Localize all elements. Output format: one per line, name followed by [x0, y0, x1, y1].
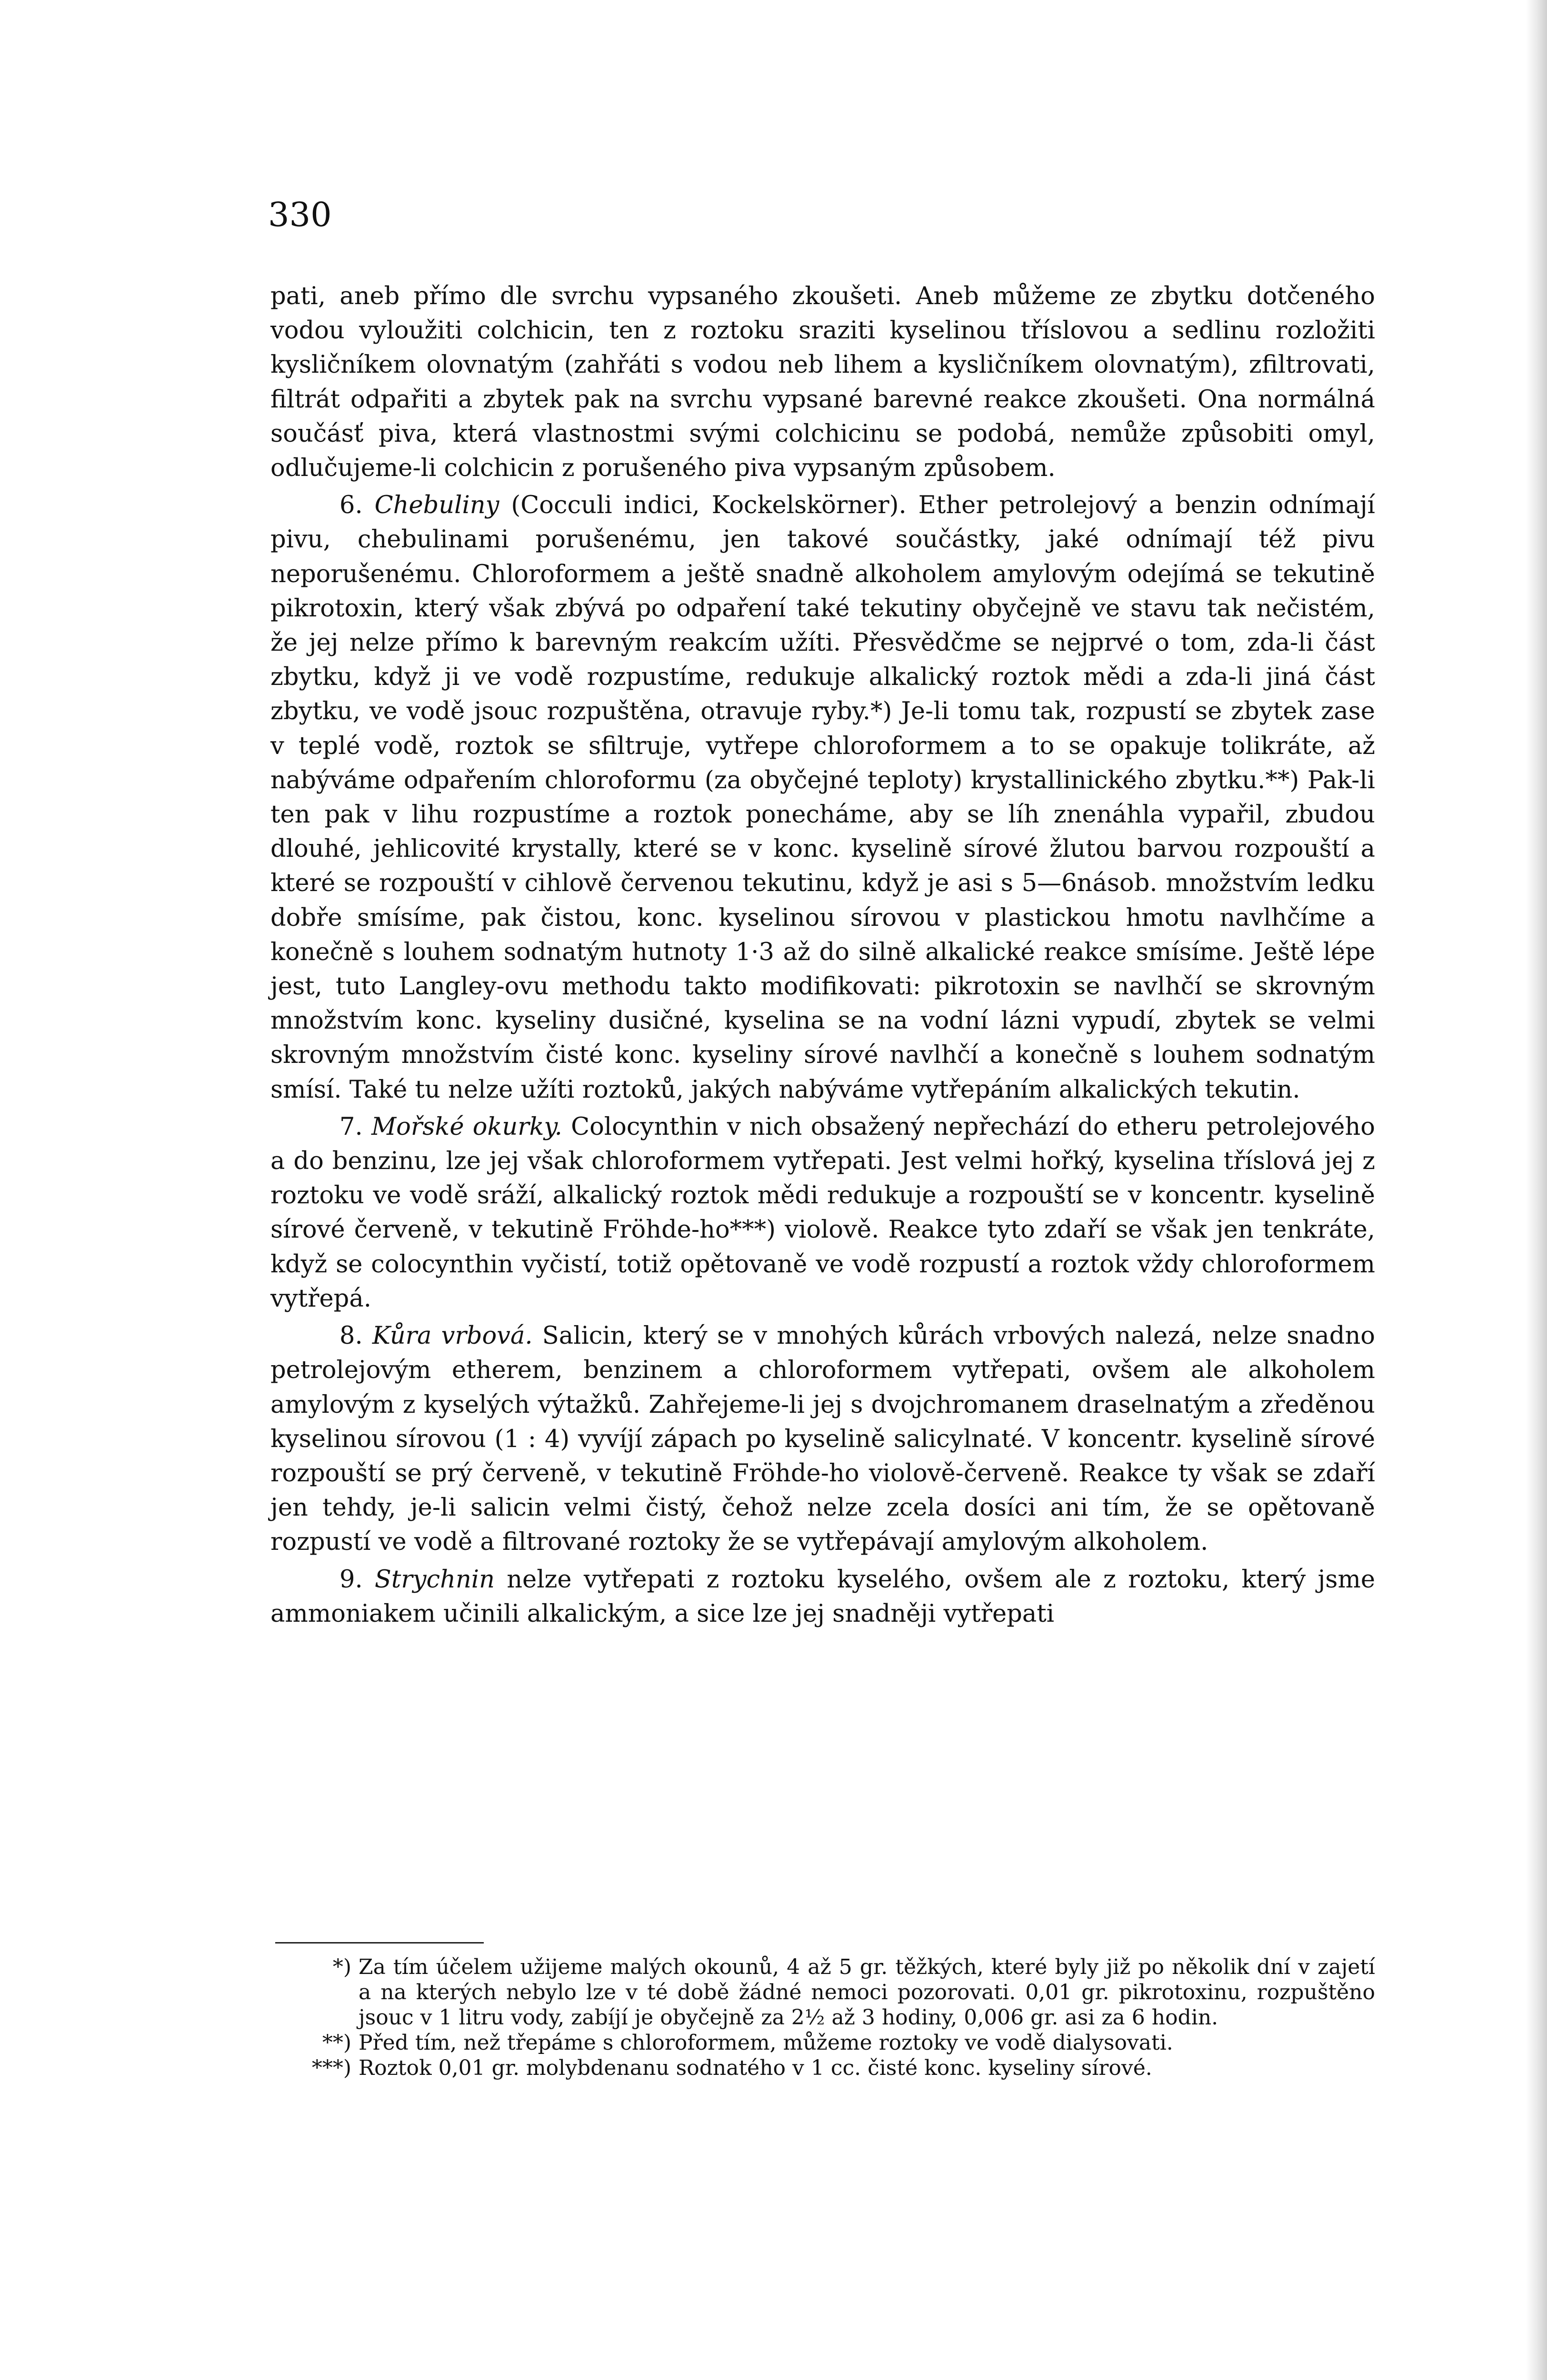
paragraph-continuation: [270, 279, 1375, 486]
section-title: Chebuliny: [374, 491, 511, 520]
paragraph-text: pati, aneb přímo dle svrchu vypsaného zkoušeti. Aneb můžeme ze zbytku dotčeného vodou vyloužiti colchicin, ten z roztoku sraziti kyselinou tříslovou a sedlinu rozložiti kysličníkem olovnatým (zahřáti s vodou neb lihem a kysličníkem olovnatým), zfiltrovati, filtrát odpařiti a zbytek pak na svrchu vypsané barevné reakce zkoušeti. Ona normálná součásť piva, která vlastnostmi svými colchicinu se podobá, nemůže způsobiti omyl, odlučujeme-li colchicin z porušeného piva vypsaným způsobem.: [270, 282, 1375, 483]
section-text: nelze vytřepati z roztoku kyselého, ovšem ale z roztoku, který jsme ammoniakem učinili alkalickým, a sice lze jej snadněji vytřepati: [270, 1565, 1375, 1628]
body-text: [270, 279, 1375, 1631]
section-title: Strychnin: [374, 1565, 507, 1594]
section-9-strychnin: [270, 1563, 1375, 1631]
section-6-chebuliny: [270, 488, 1375, 1107]
footnote-text: Za tím účelem užijeme malých okounů, 4 až 5 gr. těžkých, které byly již po několik dní v zajetí a na kterých nebylo lze v té době žádné nemoci pozorovati. 0,01 gr. pikrotoxinu, rozpuštěno jsouc v 1 litru vody, zabíjí je obyčejně za 2½ až 3 hodiny, 0,006 gr. asi za 6 hodin.: [359, 1955, 1375, 2030]
footnote-mark: **): [322, 2031, 351, 2055]
footnote: [275, 2055, 1375, 2081]
footnote-text: Roztok 0,01 gr. molybdenanu sodnatého v 1 cc. čisté konc. kyseliny sírové.: [359, 2056, 1152, 2080]
footnote: [275, 1954, 1375, 2030]
section-number: 8.: [339, 1322, 372, 1350]
footnote-mark: ***): [311, 2056, 351, 2080]
section-7-morske-okurky: [270, 1110, 1375, 1316]
footnote-mark: *): [332, 1955, 351, 1979]
section-number: 9.: [339, 1565, 375, 1594]
section-number: 6.: [339, 491, 375, 520]
footnote-divider: [275, 1942, 484, 1944]
section-number: 7.: [339, 1112, 371, 1141]
section-text: Salicin, který se v mnohých kůrách vrbových nalezá, nelze snadno petrolejovým etherem, benzinem a chloroformem vytřepati, ovšem ale alkoholem amylovým z kyselých výtažků. Zahřejeme-li jej s dvojchromanem draselnatým a zředěnou kyselinou sírovou (1 : 4) vyvíjí zápach po kyselině salicylnaté. V koncentr. kyselině sírové rozpouští se prý červeně, v tekutině Fröhde-ho violově-červeně. Reakce ty však se zdaří jen tehdy, je-li salicin velmi čistý, čehož nelze zcela dosíci ani tím, že se opětovaně rozpustí ve vodě a filtrované roztoky že se vytřepávají amylovým alkoholem.: [270, 1322, 1375, 1557]
footnote: [275, 2030, 1375, 2055]
section-text: (Cocculi indici, Kockelskörner). Ether petrolejový a benzin odnímají pivu, chebulinami porušenému, jen takové součástky, jaké odnímají též pivu neporušenému. Chloroformem a ještě snadně alkoholem amylovým odejímá se tekutině pikrotoxin, který však zbývá po odpaření také tekutiny obyčejně ve stavu tak nečistém, že jej nelze přímo k barevným reakcím užíti. Přesvědčme se nejprvé o tom, zda-li část zbytku, když ji ve vodě rozpustíme, redukuje alkalický roztok mědi a zda-li jiná část zbytku, ve vodě jsouc rozpuštěna, otravuje ryby.*) Je-li tomu tak, rozpustí se zbytek zase v teplé vodě, roztok se sfiltruje, vytřepe chloroformem a to se opakuje tolikráte, až nabýváme odpařením chloroformu (za obyčejné teploty) krystallinického zbytku.**) Pak-li ten pak v lihu rozpustíme a roztok ponecháme, aby se líh znenáhla vypařil, zbudou dlouhé, jehlicovité krystally, které se v konc. kyselině sírové žlutou barvou rozpouští a které se rozpouští v cihlově červenou tekutinu, když je asi s 5—6násob. množstvím ledku dobře smísíme, pak čistou, konc. kyselinou sírovou v plastickou hmotu navlhčíme a konečně s louhem sodnatým hutnoty 1·3 až do silně alkalické reakce smísíme. Ještě lépe jest, tuto Langley-ovu methodu takto modifikovati: pikrotoxin se navlhčí se skrovným množstvím konc. kyseliny dusičné, kyselina se na vodní lázni vypudí, zbytek se velmi skrovným množstvím čisté konc. kyseliny sírové navlhčí a konečně s louhem sodnatým smísí. Také tu nelze užíti roztoků, jakých nabýváme vytřepáním alkalických tekutin.: [270, 491, 1375, 1104]
section-8-kura-vrbova: [270, 1319, 1375, 1559]
section-title: Mořské okurky.: [371, 1112, 571, 1141]
footnote-text: Před tím, než třepáme s chloroformem, můžeme roztoky ve vodě dialysovati.: [359, 2031, 1173, 2055]
section-text: Colocynthin v nich obsažený nepřechází do etheru petrolejového a do benzinu, lze jej však chloroformem vytřepati. Jest velmi hořký, kyselina tříslová jej z roztoku ve vodě sráží, alkalický roztok mědi redukuje a rozpouští se v koncentr. kyselině sírové červeně, v tekutině Fröhde-ho***) violově. Reakce tyto zdaří se však jen tenkráte, když se colocynthin vyčistí, totiž opětovaně ve vodě rozpustí a roztok vždy chloroformem vytřepá.: [270, 1112, 1376, 1313]
page-edge-shadow: [1526, 0, 1547, 2380]
page-number: 330: [268, 195, 332, 234]
section-title: Kůra vrbová.: [372, 1322, 542, 1350]
footnotes: [275, 1954, 1375, 2081]
